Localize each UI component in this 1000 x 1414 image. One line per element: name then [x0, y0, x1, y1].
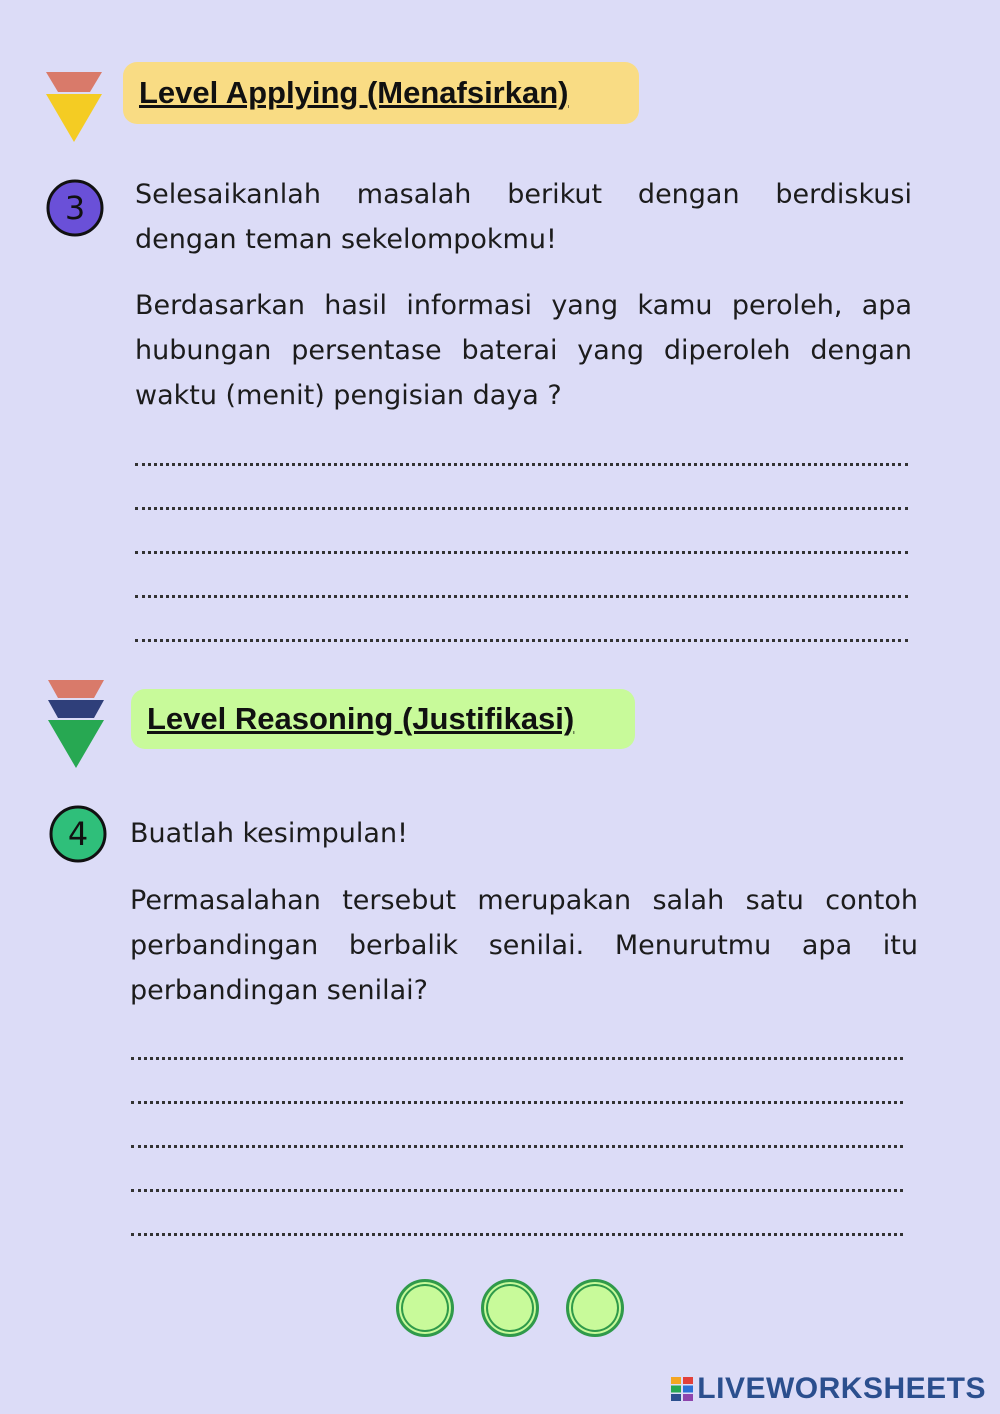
instruction-text: Selesaikanlah masalah berikut dengan berdiskusi dengan teman sekelompokmu!	[135, 179, 912, 255]
section-title-text: Level Reasoning (Justifikasi)	[147, 701, 575, 736]
answer-line[interactable]	[131, 1192, 903, 1236]
answer-line[interactable]	[135, 598, 908, 642]
answer-area[interactable]	[131, 1016, 903, 1236]
answer-choice-circle[interactable]	[396, 1279, 454, 1337]
section-title-applying	[123, 62, 639, 124]
answer-choice-circle[interactable]	[481, 1279, 539, 1337]
answer-line[interactable]	[131, 1016, 903, 1060]
brand-grid-icon	[671, 1377, 693, 1401]
answer-line[interactable]	[131, 1060, 903, 1104]
answer-line[interactable]	[135, 466, 908, 510]
answer-area[interactable]	[135, 422, 908, 642]
answer-choice-circle[interactable]	[566, 1279, 624, 1337]
question-number-badge	[45, 178, 105, 238]
level-triangle-icon	[44, 72, 104, 144]
brand-name: LIVEWORKSHEETS	[697, 1372, 986, 1405]
question-number-badge	[48, 804, 108, 864]
answer-line[interactable]	[131, 1104, 903, 1148]
section-title-text: Level Applying (Menafsirkan)	[139, 75, 569, 110]
brand-logo	[671, 1372, 986, 1406]
answer-line[interactable]	[131, 1148, 903, 1192]
instruction-text: Buatlah kesimpulan!	[130, 818, 408, 849]
level-triangle-icon	[46, 680, 106, 770]
question-number-text: 3	[64, 189, 86, 227]
answer-line[interactable]	[135, 422, 908, 466]
answer-line[interactable]	[135, 554, 908, 598]
section-title-reasoning	[131, 689, 635, 749]
question-text: Berdasarkan hasil informasi yang kamu peroleh, apa hubungan persentase baterai yang diperoleh dengan waktu (menit) pengisian daya ?	[135, 290, 912, 411]
question-number-text: 4	[67, 815, 89, 853]
question-text: Permasalahan tersebut merupakan salah satu contoh perbandingan berbalik senilai. Menurutmu apa itu perbandingan senilai?	[130, 885, 918, 1006]
answer-line[interactable]	[135, 510, 908, 554]
